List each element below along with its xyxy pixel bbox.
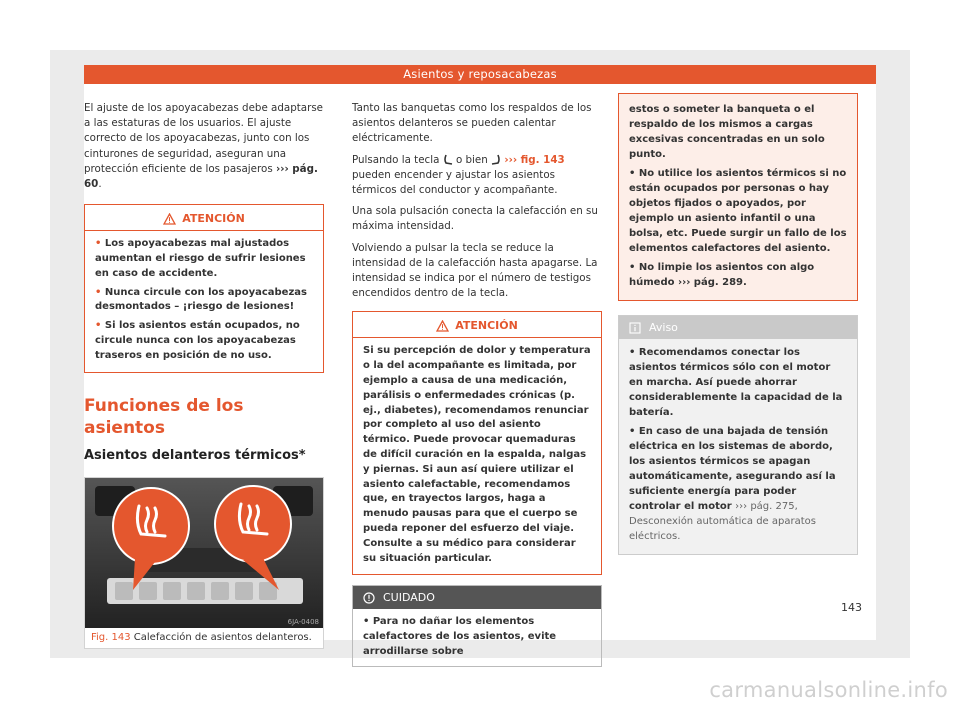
caution-body: • Para no dañar los elementos calefactores de los asientos, evite arrodillarse sobre (363, 616, 557, 657)
caution-circle-icon (363, 592, 375, 604)
caution-header: CUIDADO (353, 586, 601, 609)
note-item: • Recomendamos conectar los asientos térmicos sólo con el motor en marcha. Así puede ahorrar considerablemente la capacidad de la batería. (629, 347, 843, 418)
bullet-icon: • (629, 426, 639, 437)
warning-triangle-icon (436, 320, 449, 332)
page-reference-link[interactable]: ››› pág. 275, Desconexión automática de aparatos eléctricos. (629, 501, 816, 542)
bullet-icon: • (95, 286, 105, 298)
caution-box (352, 585, 602, 666)
paragraph: Tanto las banquetas como los respaldos de los asientos delanteros se pueden calentar eléctricamente. (352, 102, 592, 145)
paragraph: Volviendo a pulsar la tecla se reduce la intensidad de la calefacción hasta apagarse. La intensidad se indica por el número de testigos encendidos dentro de la tecla. (352, 241, 598, 300)
bullet-icon: • (629, 262, 639, 273)
caution-item: • No limpie los asientos con algo húmedo ››› pág. 289. (629, 262, 815, 288)
column-right (618, 93, 858, 555)
page-reference-link[interactable]: ››› pág. 60 (84, 162, 318, 191)
caution-continued-text: estos o someter la banqueta o el respaldo de los mismos a cargas excesivas concentradas en un solo punto. (629, 104, 825, 160)
warning-body (85, 231, 323, 371)
chapter-header: Asientos y reposacabezas (84, 65, 876, 84)
note-header: Aviso (619, 316, 857, 339)
figure-code: 6JA-0408 (287, 617, 319, 626)
bullet-icon: • (629, 168, 639, 179)
warning-header: ATENCIÓN (85, 205, 323, 231)
manual-page (84, 65, 876, 657)
note-box (618, 315, 858, 555)
subsection-title: Asientos delanteros térmicos* (84, 447, 306, 463)
warning-body: Si su percepción de dolor y temperatura o la del acompañante es limitada, por ejemplo a causa de una medicación, parálisis o enfermedades crónicas (p. ej., diabetes), recomendamos renunciar por completo al uso del asiento térmico. Puede provocar quemaduras de difícil curación en la espalda, nalgas y piernas. Si aun así quiere utilizar el asiento calefactable, recomendamos que, en trayectos largos, haga a menudo pausas para que el cuerpo se pueda reponer del esfuerzo del viaje. Consulte a su médico para considerar su situación particular. (363, 345, 591, 564)
column-middle (352, 101, 602, 667)
note-item: • En caso de una bajada de tensión eléctrica en los sistemas de abordo, los asientos térmicos se apagan automáticamente, asegurando así la suficiente energía para poder controlar el motor ››› pág. 275, Desconexión automática de aparatos eléctricos. (629, 426, 836, 542)
page-number: 143 (841, 601, 862, 614)
bullet-icon: • (363, 616, 373, 628)
bullet-icon: • (629, 347, 639, 358)
heated-seat-controls-image (85, 478, 323, 628)
warning-item: • Los apoyacabezas mal ajustados aumentan el riesgo de sufrir lesiones en caso de accidente. (95, 238, 306, 279)
caution-item: • No utilice los asientos térmicos si no están ocupados por personas o hay objetos fijados o apoyados, por ejemplo un asiento infantil o una bolsa, etc. Puede surgir un fallo de los elementos calefactores del asiento. (629, 168, 847, 254)
page-reference-link[interactable]: ››› pág. 289. (677, 277, 747, 288)
dashboard-illustration (85, 478, 323, 628)
intro-paragraph: El ajuste de los apoyacabezas debe adaptarse a las estaturas de los usuarios. El ajuste correcto de los apoyacabezas, junto con los cinturones de seguridad, aseguran una protección eficiente de los pasajeros ››› pág. 60. (84, 102, 324, 191)
info-icon (629, 322, 641, 334)
figure-caption: Fig. 143 Calefacción de asientos delanteros. (91, 631, 312, 643)
section-title: Funciones de los asientos (84, 395, 244, 438)
warning-box-burns (352, 311, 602, 575)
figure-reference-link[interactable]: ››› fig. 143 (504, 153, 565, 166)
figure-143 (84, 477, 324, 649)
page-background (50, 50, 910, 658)
warning-box-headrest (84, 204, 324, 372)
heated-seat-icon (443, 154, 453, 165)
warning-item: • Nunca circule con los apoyacabezas desmontados – ¡riesgo de lesiones! (95, 286, 307, 313)
caution-continued-box (618, 93, 858, 301)
heated-seat-icon (491, 154, 501, 165)
paragraph: Una sola pulsación conecta la calefacción en su máxima intensidad. (352, 205, 598, 233)
warning-header: ATENCIÓN (353, 312, 601, 338)
warning-triangle-icon (163, 213, 176, 225)
column-left (84, 101, 324, 649)
warning-item: • Si los asientos están ocupados, no circule nunca con los apoyacabezas traseros en posición de no uso. (95, 320, 300, 361)
watermark: carmanualsonline.info (709, 678, 948, 702)
bullet-icon: • (95, 238, 105, 250)
note-body (619, 339, 857, 554)
paragraph: Pulsando la tecla o bien ››› fig. 143 pueden encender y ajustar los asientos térmicos del conductor y acompañante. (352, 153, 565, 197)
bullet-icon: • (95, 320, 105, 332)
